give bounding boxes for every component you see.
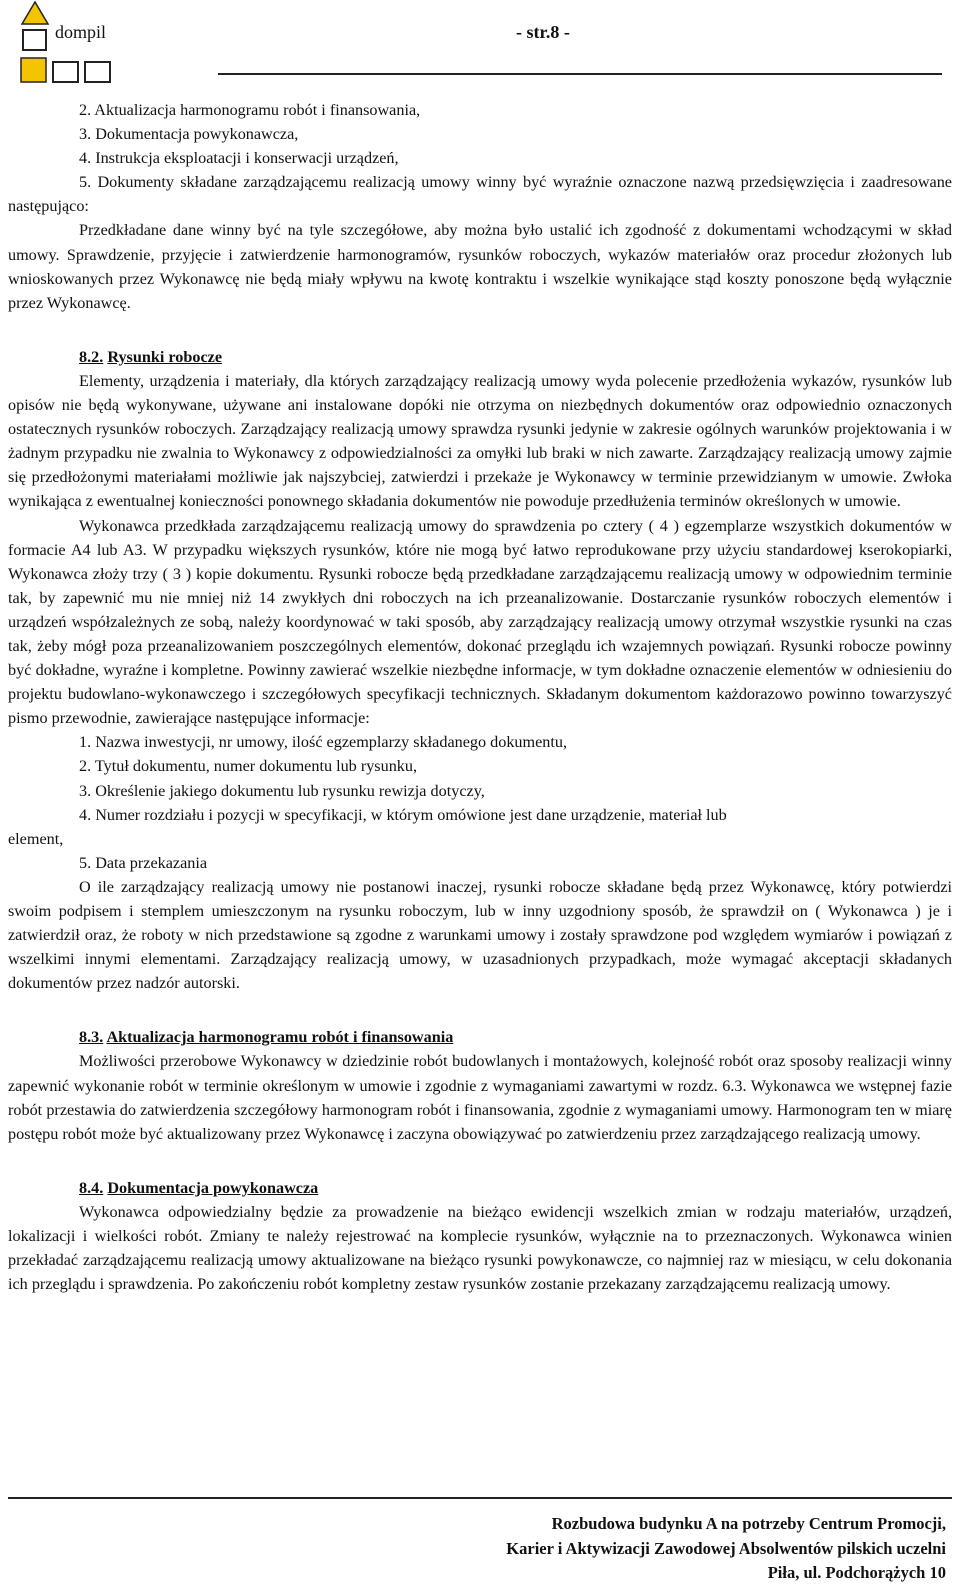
- section-number: 8.2.: [79, 347, 104, 366]
- paragraph: Elementy, urządzenia i materiały, dla których zarządzający realizacją umowy wyda polecenie przedłożenia wykazów, rysunków lub opisów nie będą wykonywane, używane ani instalowane dopóki nie otrzyma on niezbędnych dokumentów oraz odpowiednio oznaczonych ostatecznych rysunków roboczych. Zarządzający realizacją umowy sprawdza rysunki jedynie w zakresie ogólnych warunków projektowania i w żadnym przypadku nie zwalnia to Wykonawcy z odpowiedzialności za omyłki lub braki w nich zawarte. Zarządzający realizacją umowy zajmie się przedłożonymi materiałami możliwie jak najszybciej, zatwierdzi i przekaże je Wykonawcy w terminie przewidzianym w umowie. Zwłoka wynikająca z ewentualnej konieczności ponownego składania dokumentów nie powoduje przedłużenia terminów określonych w umowie.: [8, 371, 952, 511]
- page-header: [0, 0, 960, 90]
- section-title: Rysunki robocze: [107, 347, 223, 366]
- paragraph: Wykonawca przedkłada zarządzającemu realizacją umowy do sprawdzenia po cztery ( 4 ) egzemplarze wszystkich dokumentów w formacie A4 lub A3. W przypadku większych rysunków, które nie mogą być łatwo reprodukowane przy użyciu standardowej kserokopiarki, Wykonawca złoży trzy ( 3 ) kopie dokumentu. Rysunki robocze będą przedkładane zarządzającemu realizacją umowy w odpowiednim terminie tak, by zapewnić mu nie mniej niż 14 zwykłych dni roboczych na ich przeanalizowanie. Dostarczanie rysunków roboczych elementów i urządzeń współzależnych ze sobą, należy koordynować w taki sposób, aby zarządzający realizacją umowy otrzymał wszystkie rysunki na czas tak, żeby mógł poza przeanalizowaniem poszczególnych elementów, dokonać przeglądu ich wzajemnych powiązań. Rysunki robocze powinny być dokładne, wyraźne i kompletne. Powinny zawierać wszelkie niezbędne informacje, w tym dokładne oznaczenie elementów w odniesieniu do projektu budowlano-wykonawczego i szczegółowych specyfikacji technicznych. Składanym dokumentom każdorazowo powinno towarzyszyć pismo przewodnie, zawierające następujące informacje:: [8, 516, 952, 728]
- section-heading: [8, 345, 952, 369]
- header-divider: [218, 73, 942, 75]
- list-item: 2. Tytuł dokumentu, numer dokumentu lub rysunku,: [79, 757, 418, 776]
- list-item: 3. Dokumentacja powykonawcza,: [79, 125, 299, 144]
- paragraph: Wykonawca odpowiedzialny będzie za prowadzenie na bieżąco ewidencji wszelkich zmian w rodzaju materiałów, urządzeń, lokalizacji i wielkości robót. Zmiany te należy rejestrować na komplecie rysunków, wyłącznie na to przeznaczonych. Wykonawca winien przekładać zarządzającemu realizacją umowy aktualizowane na bieżąco rysunki powykonawcze, co najmniej raz w miesiącu, w celu dokonania ich przeglądu i sprawdzenia. Po zakończeniu robót kompletny zestaw rysunków zostanie przekazany zarządzającemu realizacją umowy.: [8, 1202, 952, 1294]
- page-number: - str.8 -: [516, 22, 570, 42]
- list-item: 3. Określenie jakiego dokumentu lub rysunku rewizja dotyczy,: [79, 781, 485, 800]
- document-body: [8, 98, 952, 1296]
- footer-line: Piła, ul. Podchorążych 10: [767, 1563, 946, 1582]
- footer-line: Rozbudowa budynku A na potrzeby Centrum Promocji,: [551, 1514, 946, 1533]
- list-item: 4. Numer rozdziału i pozycji w specyfikacji, w którym omówione jest dane urządzenie, materiał lub: [79, 805, 727, 824]
- footer-line: Karier i Aktywizacji Zawodowej Absolwentów pilskich uczelni: [506, 1538, 946, 1558]
- page-footer: [506, 1512, 946, 1586]
- list-item: 2. Aktualizacja harmonogramu robót i finansowania,: [79, 101, 421, 119]
- section-heading: [8, 1176, 952, 1200]
- paragraph: Możliwości przerobowe Wykonawcy w dziedzinie robót budowlanych i montażowych, kolejność robót oraz sposoby realizacji winny zapewnić wykonanie robót w terminie określonym w umowie i zgodnie z wymaganiami zawartymi w rozdz. 6.3. Wykonawca we wstępnej fazie robót przestawia do zatwierdzenia szczegółowy harmonogram robót i finansowania, zgodnie z wymaganiami umowy. Harmonogram ten w miarę postępu robót może być aktualizowany przez Wykonawcę i zaczyna obowiązywać po zatwierdzeniu przez zarządzającego realizacją umowy.: [8, 1052, 952, 1143]
- section-title: Dokumentacja powykonawcza: [107, 1178, 319, 1197]
- list-item: 5. Data przekazania: [79, 853, 208, 872]
- section-number: 8.3.: [79, 1028, 104, 1047]
- section-heading: [8, 1025, 952, 1049]
- list-item: 4. Instrukcja eksploatacji i konserwacji urządzeń,: [79, 149, 399, 168]
- list-item: 5. Dokumenty składane zarządzającemu realizacją umowy winny być wyraźnie oznaczone nazwą przedsięwzięcia i zaadresowane następująco:: [8, 173, 952, 216]
- paragraph: Przedkładane dane winny być na tyle szczegółowe, aby można było ustalić ich zgodność z dokumentami wchodzącymi w skład umowy. Sprawdzenie, przyjęcie i zatwierdzenie harmonogramów, rysunków roboczych, wykazów materiałów oraz procedur złożonych lub wnioskowanych przez Wykonawcę nie będą miały wpływu na kwotę kontraktu i wszelkie wynikające stąd koszty ponoszone będą wyłącznie przez Wykonawcę.: [8, 221, 952, 312]
- section-title: Aktualizacja harmonogramu robót i finansowania: [106, 1028, 454, 1047]
- list-item: 1. Nazwa inwestycji, nr umowy, ilość egzemplarzy składanego dokumentu,: [79, 733, 568, 752]
- paragraph: O ile zarządzający realizacją umowy nie postanowi inaczej, rysunki robocze składane będą przez Wykonawcę, który potwierdzi swoim podpisem i stemplem umieszczonym na rysunku roboczym, lub w inny uzgodniony sposób, że sprawdził on ( Wykonawca ) je i zatwierdził oraz, że roboty w nich przedstawione są zgodne z warunkami umowy i zostały sprawdzone pod względem wymiarów i powiązań z wszelkimi innymi elementami. Zarządzający realizacją umowy, w uzasadnionych przypadkach, może wymagać akceptacji składanych dokumentów przez nadzór autorski.: [8, 877, 952, 993]
- dompil-logo: [18, 0, 118, 90]
- list-item-continuation: element,: [8, 829, 64, 848]
- section-number: 8.4.: [79, 1178, 104, 1197]
- logo-text: dompil: [55, 22, 107, 42]
- footer-divider: [8, 1497, 952, 1499]
